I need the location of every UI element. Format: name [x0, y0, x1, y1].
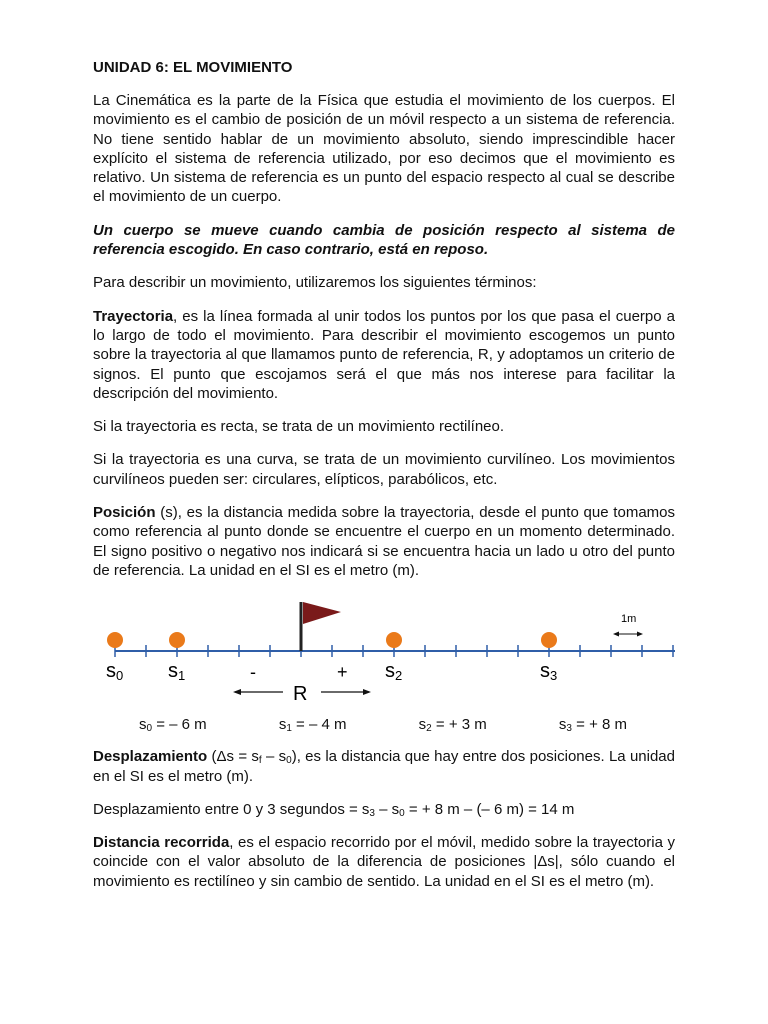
trayectoria-term: Trayectoria [93, 307, 174, 325]
negative-arrow [233, 689, 283, 695]
distancia-text: , es el espacio recorrido por el móvil, medido sobre la trayectoria y coincide con el valor absoluto de la diferencia de posiciones |Δs|, sólo cuando el movimiento es rectilíneo y sin cambio de sentido. La unidad en el SI es el metro (m). [93, 834, 675, 890]
scale-arrow [613, 632, 643, 637]
position-values-row [93, 716, 675, 733]
position-diagram [93, 594, 675, 704]
position-value: $s_2$ = + 3 m [418, 716, 487, 735]
positive-arrow [321, 689, 371, 695]
emphasis-paragraph: Un cuerpo se mueve cuando cambia de posición respecto al sistema de referencia escogido. En caso contrario, está en reposo. [93, 221, 675, 259]
reference-label: R [293, 683, 308, 705]
position-diagram-svg [93, 594, 675, 704]
reference-flag-icon [301, 602, 341, 651]
posicion-paragraph [93, 503, 675, 580]
distancia-term: Distancia recorrida [93, 834, 230, 852]
position-dot [169, 632, 185, 648]
position-label: s0 [106, 660, 124, 684]
terms-intro-paragraph: Para describir un movimiento, utilizaremos los siguientes términos: [93, 274, 537, 292]
desplazamiento-paragraph: Desplazamiento $(\Delta s = s_f - s_0)$, es la distancia que hay entre dos posiciones. La unidad en el SI es el metro (m). [93, 748, 675, 785]
scale-label: 1m [621, 613, 637, 626]
document-page [93, 58, 675, 905]
position-label: s2 [385, 660, 403, 684]
position-dot [386, 632, 402, 648]
position-labels [106, 660, 557, 683]
intro-paragraph: La Cinemática es la parte de la Física que estudia el movimiento de los cuerpos. El movimiento es el cambio de posición de un móvil respecto a un sistema de referencia. No tiene sentido hablar de un movimiento absoluto, siendo imprescindible hacer explícito el sistema de referencia utilizado, por eso decimos que el movimiento es relativo. Un sistema de referencia es un punto del espacio respecto al cual se describe el movimiento de un cuerpo. [93, 92, 675, 206]
curvilineo-paragraph: Si la trayectoria es una curva, se trata de un movimiento curvilíneo. Los movimientos curvilíneos pueden ser: circulares, elípticos, parabólicos, etc. [93, 451, 675, 488]
page-title: UNIDAD 6: EL MOVIMIENTO [93, 59, 293, 76]
minus-sign: - [250, 662, 256, 683]
posicion-text: (s), es la distancia medida sobre la trayectoria, desde el punto que tomamos como referencia al punto donde se encuentre el cuerpo en un momento determinado. El signo positivo o negativo nos indicará si se encuentra hacia un lado u otro del punto de referencia. La unidad en el SI es el metro (m). [93, 504, 675, 579]
desplazamiento-ejemplo: Desplazamiento entre 0 y 3 segundos = $s_3 - s_0$ = + 8 m – (– 6 m) = 14 m [93, 800, 575, 819]
position-value: $s_3$ = + 8 m [558, 716, 627, 735]
position-dot [541, 632, 557, 648]
distancia-paragraph [93, 833, 675, 891]
position-label: s3 [540, 660, 558, 684]
position-value: $s_0$ = – 6 m [139, 716, 207, 735]
position-value: $s_1$ = – 4 m [278, 716, 347, 735]
plus-sign: + [337, 662, 348, 683]
posicion-term: Posición [93, 504, 156, 522]
position-label: s1 [168, 660, 186, 684]
flag-cloth [303, 602, 341, 624]
trayectoria-paragraph [93, 307, 675, 403]
position-dot [107, 632, 123, 648]
desplazamiento-term: Desplazamiento [93, 748, 208, 766]
rectilineo-paragraph: Si la trayectoria es recta, se trata de un movimiento rectilíneo. [93, 418, 505, 436]
trayectoria-text: , es la línea formada al unir todos los puntos por los que pasa el cuerpo a lo largo de todo el movimiento. Para describir el movimiento escogemos un punto sobre la trayectoria al que llamamos punto de referencia, R, y adoptamos un criterio de signos. El punto que escojamos será el que más nos interese para facilitar la descripción del movimiento. [93, 307, 675, 402]
